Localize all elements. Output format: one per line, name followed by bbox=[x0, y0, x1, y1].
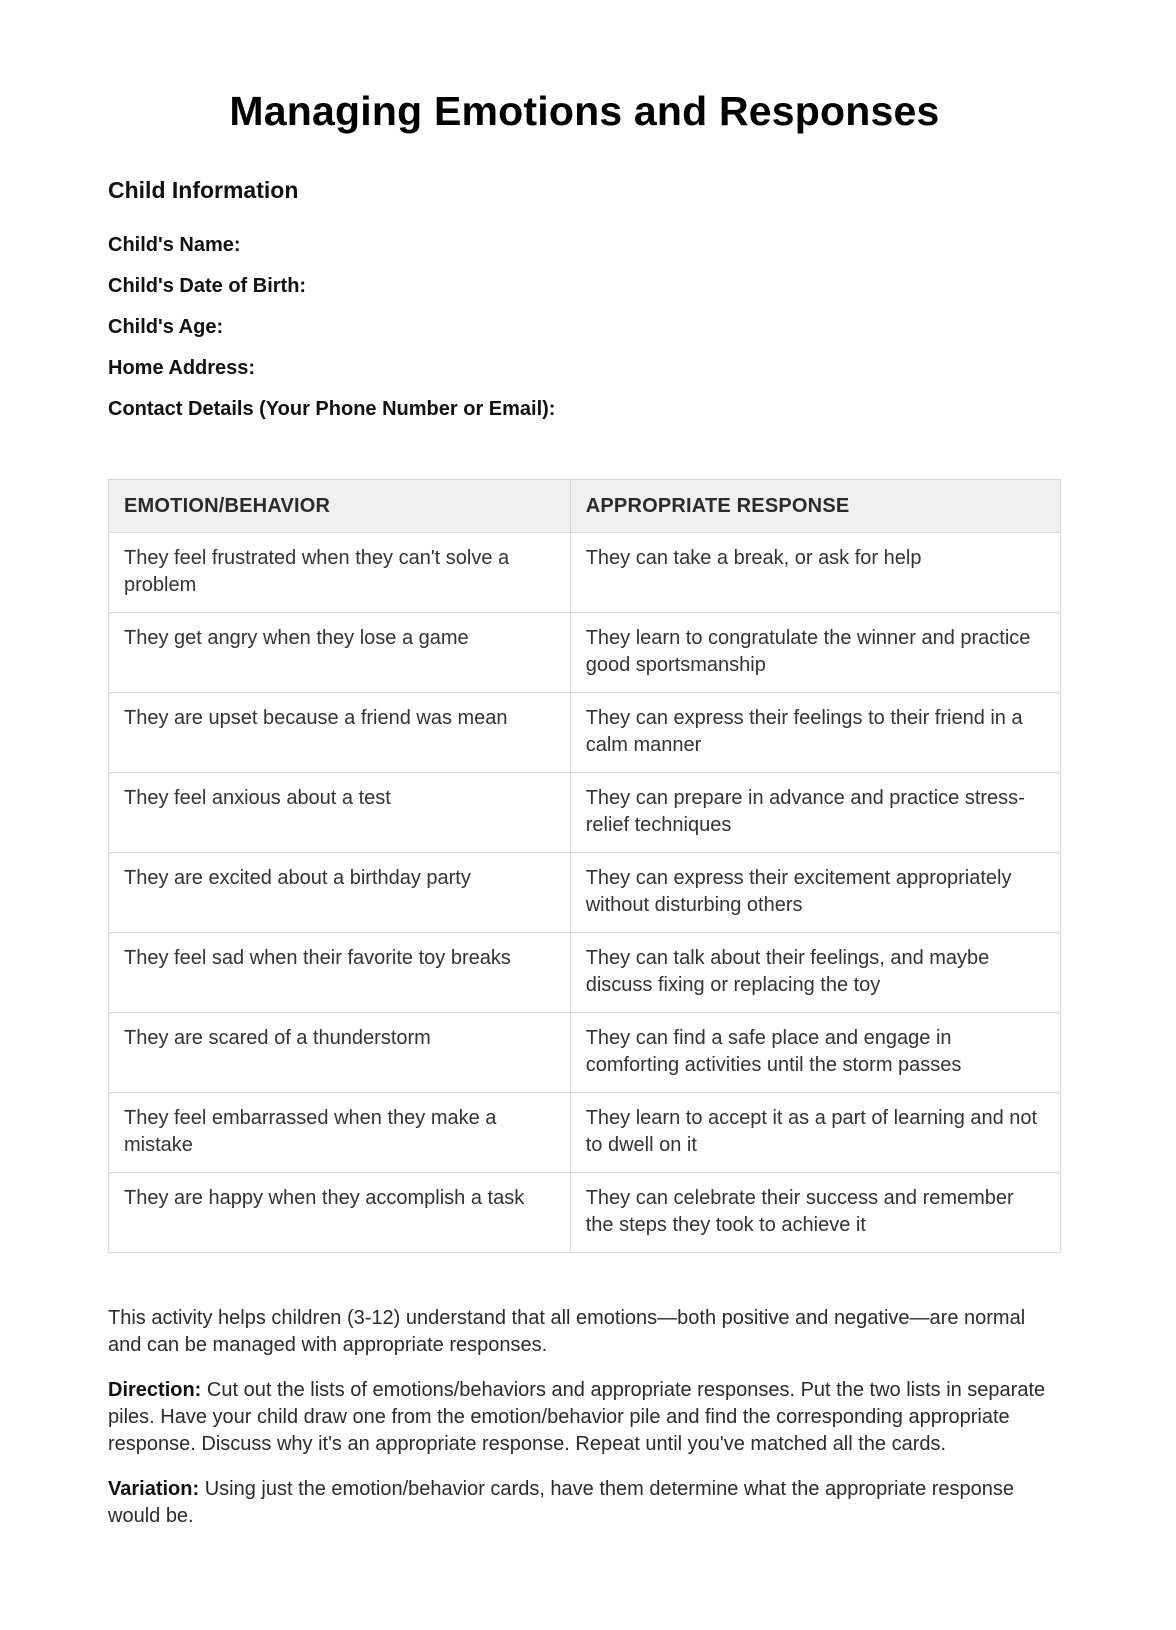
direction-paragraph bbox=[108, 1377, 1061, 1458]
response-cell: They can express their excitement appropriately without disturbing others bbox=[570, 853, 1060, 933]
variation-label: Variation: bbox=[108, 1478, 200, 1501]
table-row bbox=[109, 1013, 1061, 1093]
emotion-cell: They are upset because a friend was mean bbox=[109, 693, 571, 773]
direction-label: Direction: bbox=[108, 1379, 202, 1402]
response-cell: They can express their feelings to their friend in a calm manner bbox=[570, 693, 1060, 773]
document-page bbox=[108, 0, 1061, 1530]
field-label-childs-age: Child's Age: bbox=[108, 316, 224, 339]
table-row bbox=[109, 773, 1061, 853]
response-cell: They can celebrate their success and remember the steps they took to achieve it bbox=[570, 1173, 1060, 1253]
field-label-childs-name: Child's Name: bbox=[108, 234, 241, 257]
response-cell: They learn to congratulate the winner and practice good sportsmanship bbox=[570, 613, 1060, 693]
field-label-childs-date-of-birth: Child's Date of Birth: bbox=[108, 275, 307, 298]
table-row bbox=[109, 853, 1061, 933]
child-information-heading: Child Information bbox=[108, 177, 299, 204]
response-cell: They learn to accept it as a part of learning and not to dwell on it bbox=[570, 1093, 1060, 1173]
column-header-emotion-behavior: EMOTION/BEHAVIOR bbox=[109, 480, 571, 533]
table-row bbox=[109, 613, 1061, 693]
table-row bbox=[109, 933, 1061, 1013]
emotion-cell: They feel anxious about a test bbox=[109, 773, 571, 853]
response-cell: They can talk about their feelings, and maybe discuss fixing or replacing the toy bbox=[570, 933, 1060, 1013]
emotion-cell: They are excited about a birthday party bbox=[109, 853, 571, 933]
table-row bbox=[109, 533, 1061, 613]
emotion-cell: They are scared of a thunderstorm bbox=[109, 1013, 571, 1093]
emotion-cell: They are happy when they accomplish a task bbox=[109, 1173, 571, 1253]
variation-text: Using just the emotion/behavior cards, have them determine what the appropriate response would be. bbox=[108, 1478, 1015, 1528]
response-cell: They can find a safe place and engage in comforting activities until the storm passes bbox=[570, 1013, 1060, 1093]
column-header-appropriate-response: APPROPRIATE RESPONSE bbox=[570, 480, 1060, 533]
emotion-cell: They feel sad when their favorite toy breaks bbox=[109, 933, 571, 1013]
variation-paragraph bbox=[108, 1476, 1061, 1530]
response-cell: They can take a break, or ask for help bbox=[570, 533, 1060, 613]
field-label-home-address: Home Address: bbox=[108, 357, 256, 380]
activity-description-text: This activity helps children (3-12) understand that all emotions—both positive and negative—are normal and can be managed with appropriate responses. bbox=[108, 1307, 1026, 1357]
child-information-fields bbox=[108, 232, 1061, 423]
emotion-cell: They get angry when they lose a game bbox=[109, 613, 571, 693]
table-header-row bbox=[109, 480, 1061, 533]
table-row bbox=[109, 1173, 1061, 1253]
table-row bbox=[109, 1093, 1061, 1173]
direction-text: Cut out the lists of emotions/behaviors and appropriate responses. Put the two lists in separate piles. Have your child draw one from the emotion/behavior pile and find the corresponding appropriate response. Discuss why it's an appropriate response. Repeat until you've matched all the cards. bbox=[108, 1379, 1046, 1456]
activity-description bbox=[108, 1305, 1061, 1359]
instructions-section bbox=[108, 1305, 1061, 1530]
page-title: Managing Emotions and Responses bbox=[229, 88, 940, 134]
emotion-cell: They feel frustrated when they can't solve a problem bbox=[109, 533, 571, 613]
emotion-cell: They feel embarrassed when they make a mistake bbox=[109, 1093, 571, 1173]
field-label-contact-details: Contact Details (Your Phone Number or Email): bbox=[108, 398, 556, 421]
table-row bbox=[109, 693, 1061, 773]
emotion-response-table bbox=[108, 479, 1061, 1253]
response-cell: They can prepare in advance and practice stress-relief techniques bbox=[570, 773, 1060, 853]
